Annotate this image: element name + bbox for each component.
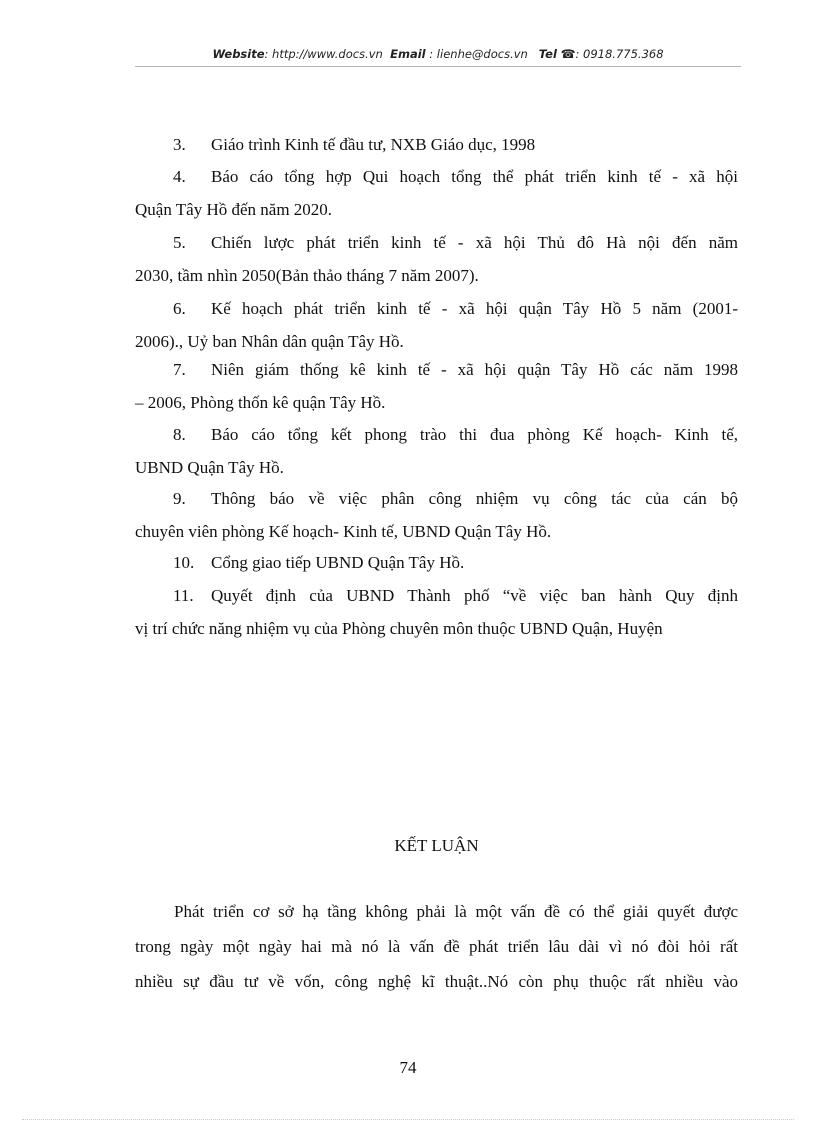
email-label: Email (390, 47, 426, 61)
website-label: Website (212, 47, 265, 61)
reference-continuation: vị trí chức năng nhiệm vụ của Phòng chuyên môn thuộc UBND Quận, Huyện (135, 619, 663, 638)
reference-text: Cổng giao tiếp UBND Quận Tây Hồ. (211, 553, 465, 572)
tel-label: Tel (538, 47, 557, 61)
page-number: 74 (399, 1058, 417, 1077)
reference-number: 11. (173, 586, 194, 605)
paragraph-line: Phát triển cơ sở hạ tầng không phải là một vấn đề có thể giải quyết được (174, 902, 738, 921)
paragraph-line: trong ngày một ngày hai mà nó là vấn đề phát triển lâu dài vì nó đòi hỏi rất (135, 937, 738, 956)
reference-number: 8. (173, 425, 186, 444)
reference-item (135, 128, 738, 161)
reference-item (135, 482, 738, 548)
reference-number: 7. (173, 360, 186, 379)
header-divider (135, 66, 741, 67)
reference-continuation: 2030, tầm nhìn 2050(Bản thảo tháng 7 năm 2007). (135, 266, 479, 285)
reference-item (135, 418, 738, 484)
reference-text: Báo cáo tổng kết phong trào thi đua phòng Kế hoạch- Kinh tế, (211, 425, 738, 444)
reference-continuation: UBND Quận Tây Hồ. (135, 458, 284, 477)
reference-number: 10. (173, 553, 195, 572)
paragraph-line: nhiều sự đầu tư về vốn, công nghệ kĩ thuật..Nó còn phụ thuộc rất nhiều vào (135, 972, 738, 991)
reference-text: Thông báo về việc phân công nhiệm vụ công tác của cán bộ (211, 489, 738, 508)
reference-text: Kế hoạch phát triển kinh tế - xã hội quận Tây Hồ 5 năm (2001- (211, 299, 738, 318)
reference-item (135, 546, 738, 579)
reference-text: Niên giám thống kê kinh tế - xã hội quận Tây Hồ các năm 1998 (211, 360, 738, 379)
reference-text: Báo cáo tổng hợp Qui hoạch tổng thể phát triển kinh tế - xã hội (211, 167, 738, 186)
page-header (135, 47, 741, 61)
email-value: : lienhe@docs.vn (425, 47, 528, 61)
reference-number: 9. (173, 489, 186, 508)
reference-item (135, 353, 738, 419)
reference-number: 5. (173, 233, 186, 252)
tel-value: : 0918.775.368 (575, 47, 664, 61)
reference-item (135, 226, 738, 292)
reference-text: Chiến lược phát triển kinh tế - xã hội Thủ đô Hà nội đến năm (211, 233, 738, 252)
reference-text: Quyết định của UBND Thành phố “về việc ban hành Quy định (211, 586, 738, 605)
website-value: : http://www.docs.vn (264, 47, 383, 61)
section-title: KẾT LUẬN (394, 836, 479, 855)
conclusion-paragraph (135, 894, 738, 999)
phone-icon: ☎ (560, 47, 576, 61)
reference-text: Giáo trình Kinh tế đầu tư, NXB Giáo dục, 1998 (211, 135, 536, 154)
reference-continuation: chuyên viên phòng Kế hoạch- Kinh tế, UBND Quận Tây Hồ. (135, 522, 552, 541)
reference-item (135, 579, 738, 645)
page-bottom-border (22, 1119, 794, 1120)
reference-number: 3. (173, 135, 186, 154)
reference-number: 4. (173, 167, 186, 186)
reference-continuation: 2006)., Uỷ ban Nhân dân quận Tây Hồ. (135, 332, 404, 351)
reference-item (135, 292, 738, 358)
reference-continuation: Quận Tây Hồ đến năm 2020. (135, 200, 333, 219)
reference-continuation: – 2006, Phòng thốn kê quận Tây Hồ. (135, 393, 386, 412)
reference-item (135, 160, 738, 226)
reference-number: 6. (173, 299, 186, 318)
